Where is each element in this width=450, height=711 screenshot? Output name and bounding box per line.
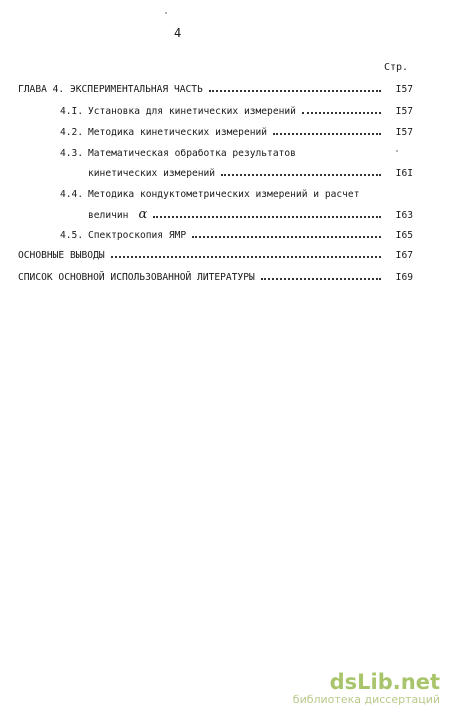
toc-entry-label: Установка для кинетических измерений [88, 106, 296, 117]
watermark-subtitle: библиотека диссертаций [292, 693, 440, 706]
toc-entry-page: I67 [395, 250, 413, 261]
toc-entry-page: I57 [395, 127, 413, 138]
toc-entry-4-4-second-line [88, 207, 413, 223]
toc-leader-dots [209, 90, 381, 92]
toc-entry-label: Методика кондуктометрических измерений и расчет [88, 189, 360, 200]
toc-entry-label: СПИСОК ОСНОВНОЙ ИСПОЛЬЗОВАННОЙ ЛИТЕРАТУРЫ [18, 272, 255, 283]
toc-entry-page: I57 [395, 106, 413, 117]
toc-leader-dots [111, 256, 381, 258]
toc-leader-dots [302, 112, 381, 114]
toc-entry-4-3-second-line [88, 166, 413, 182]
toc-entry-page: I69 [395, 272, 413, 283]
toc-entry-4-5 [60, 228, 413, 244]
toc-entry-4-3-first-line [60, 146, 296, 162]
toc-leader-dots [261, 278, 381, 280]
toc-entry-conclusions [18, 248, 413, 264]
page-number: 4 [174, 26, 182, 40]
toc-leader-dots [273, 133, 381, 135]
toc-entry-label: ОСНОВНЫЕ ВЫВОДЫ [18, 250, 105, 261]
scan-speck [165, 12, 167, 14]
watermark-logo: dsLib.net [329, 670, 440, 694]
toc-entry-continuation: кинетических измерений [88, 168, 216, 179]
toc-entry-page: I6I [395, 168, 413, 179]
toc-entry-4-1 [60, 104, 413, 120]
toc-entry-chapter-4 [18, 82, 413, 98]
toc-leader-dots [192, 236, 381, 238]
toc-entry-number: 4.5. [60, 230, 84, 241]
toc-entry-number: 4.2. [60, 127, 84, 138]
toc-entry-label: Методика кинетических измерений [88, 127, 268, 138]
toc-leader-dots [221, 174, 381, 176]
toc-entry-references [18, 270, 413, 286]
toc-entry-4-4-first-line [60, 187, 359, 203]
page-column-header: Стр. [384, 62, 409, 73]
toc-entry-label: Математическая обработка результатов [88, 148, 296, 159]
toc-entry-4-2 [60, 125, 413, 141]
toc-entry-label: ГЛАВА 4. ЭКСПЕРИМЕНТАЛЬНАЯ ЧАСТЬ [18, 84, 203, 95]
watermark [293, 671, 440, 707]
scan-speck [396, 150, 398, 152]
toc-entry-page: I63 [395, 210, 413, 221]
toc-entry-number: 4.4. [60, 189, 84, 200]
toc-entry-page: I57 [395, 84, 413, 95]
toc-entry-number: 4.I. [60, 106, 84, 117]
toc-entry-label: Спектроскопия ЯМР [88, 230, 187, 241]
toc-leader-dots [153, 216, 381, 218]
toc-entry-page: I65 [395, 230, 413, 241]
toc-entry-number: 4.3. [60, 148, 84, 159]
alpha-symbol: α [138, 207, 148, 222]
toc-entry-continuation: величин [88, 210, 129, 221]
